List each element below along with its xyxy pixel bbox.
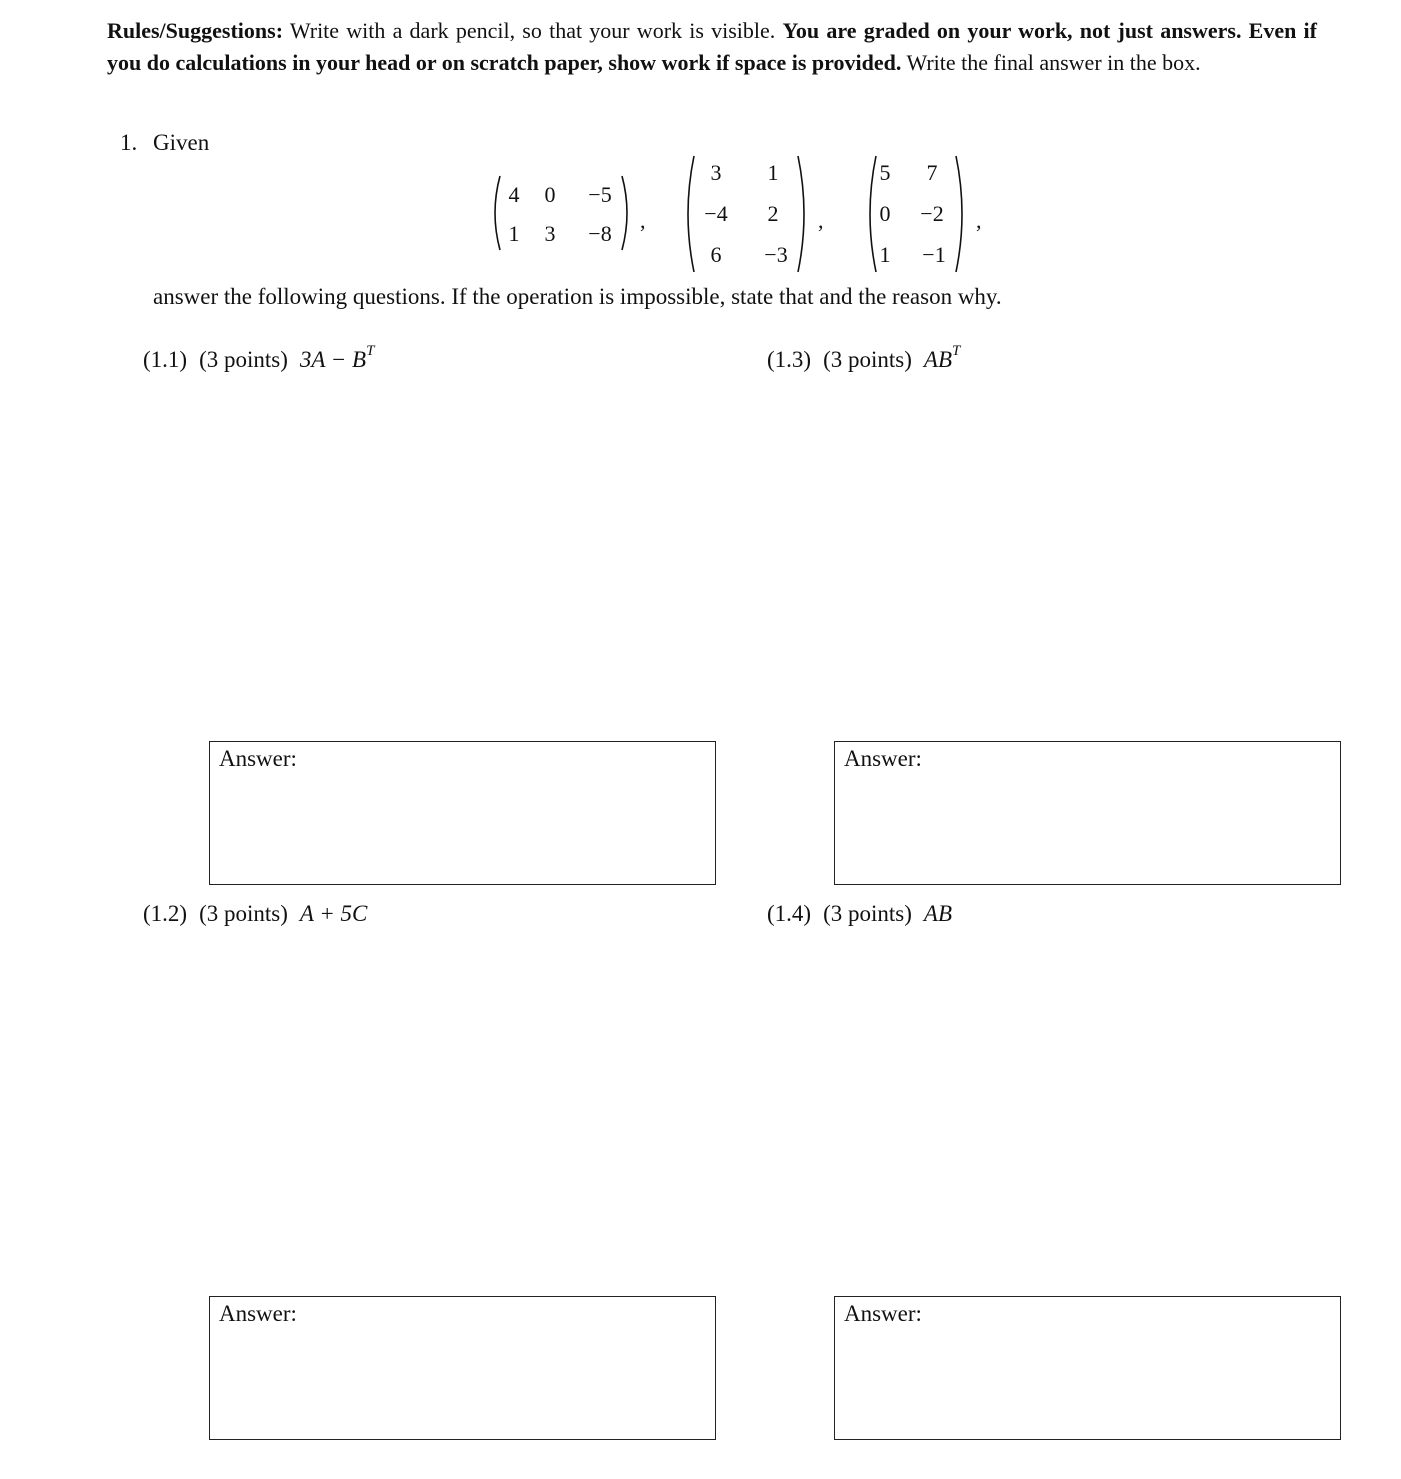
question-points: (3 points) xyxy=(823,346,912,372)
answer-box-1-3[interactable] xyxy=(834,741,1341,885)
question-expression xyxy=(300,901,368,926)
matrix-a-cell: 4 xyxy=(508,182,520,207)
question-points: (3 points) xyxy=(199,346,288,372)
question-points: (3 points) xyxy=(199,901,288,926)
answer-label: Answer: xyxy=(844,746,922,771)
matrix-c-cell: 5 xyxy=(879,160,891,185)
question-expression xyxy=(299,343,375,372)
given-label: Given xyxy=(153,130,210,155)
matrix-b-cell: 6 xyxy=(710,242,722,267)
question-number: (1.2) xyxy=(143,901,188,926)
question-number: (1.3) xyxy=(767,346,812,372)
question-1-2 xyxy=(143,901,367,927)
matrix-separator: , xyxy=(818,208,824,233)
right-paren-icon xyxy=(796,154,810,274)
question-points: (3 points) xyxy=(823,901,912,926)
question-1-1 xyxy=(143,343,375,373)
expression-text: 3A − B xyxy=(299,346,367,372)
matrix-b-cell: 3 xyxy=(710,160,722,185)
rules-bold-text: You are graded on your work, not just answers. Even if you do calculations in your head or on scratch paper, show work if space is provided. xyxy=(107,18,1317,75)
question-expression xyxy=(923,343,961,372)
matrix-b xyxy=(682,154,810,274)
instruction-text: answer the following questions. If the operation is impossible, state that and the reason why. xyxy=(153,284,1002,309)
expression-superscript: T xyxy=(366,343,375,359)
matrix-c-cell: 1 xyxy=(879,242,891,267)
matrix-separator: , xyxy=(640,208,646,233)
matrix-a-cell: 3 xyxy=(544,221,556,246)
expression-superscript: T xyxy=(952,343,961,359)
problem-number: 1. xyxy=(120,130,138,155)
matrix-separator: , xyxy=(976,208,982,233)
answer-box-1-1[interactable] xyxy=(209,741,716,885)
question-number: (1.4) xyxy=(767,901,812,926)
matrix-c xyxy=(864,154,968,274)
matrix-c-cell: 0 xyxy=(879,201,891,226)
matrix-c-cell: −2 xyxy=(920,201,944,226)
matrix-a-cell: 0 xyxy=(544,182,556,207)
right-paren-icon xyxy=(620,174,634,252)
expression-text: A + 5C xyxy=(299,901,368,926)
rules-paragraph xyxy=(107,15,1317,79)
matrix-b-cell: −4 xyxy=(704,201,728,226)
matrix-c-cell: −1 xyxy=(922,242,946,267)
matrix-b-cell: 1 xyxy=(767,160,779,185)
matrix-a-cell: −5 xyxy=(588,182,612,207)
question-1-4 xyxy=(767,901,952,927)
matrix-c-cell: 7 xyxy=(926,160,938,185)
answer-label: Answer: xyxy=(844,1301,922,1326)
matrices-display xyxy=(0,150,1401,275)
matrix-b-cell: 2 xyxy=(767,201,779,226)
rules-text-2: Write the final answer in the box. xyxy=(901,50,1201,75)
question-1-3 xyxy=(767,343,961,373)
answer-box-1-2[interactable] xyxy=(209,1296,716,1440)
matrix-b-cell: −3 xyxy=(764,242,788,267)
matrix-a-cell: −8 xyxy=(588,221,612,246)
left-paren-icon xyxy=(682,154,696,274)
question-expression xyxy=(924,901,952,926)
rules-label: Rules/Suggestions: xyxy=(107,18,284,43)
rules-text-1: Write with a dark pencil, so that your work is visible. xyxy=(283,18,783,43)
answer-box-1-4[interactable] xyxy=(834,1296,1341,1440)
question-number: (1.1) xyxy=(143,346,188,372)
expression-text: AB xyxy=(923,901,952,926)
answer-label: Answer: xyxy=(219,1301,297,1326)
expression-text: AB xyxy=(923,346,952,372)
matrix-a-cell: 1 xyxy=(508,221,520,246)
matrix-a xyxy=(488,174,634,252)
right-paren-icon xyxy=(954,154,968,274)
answer-label: Answer: xyxy=(219,746,297,771)
